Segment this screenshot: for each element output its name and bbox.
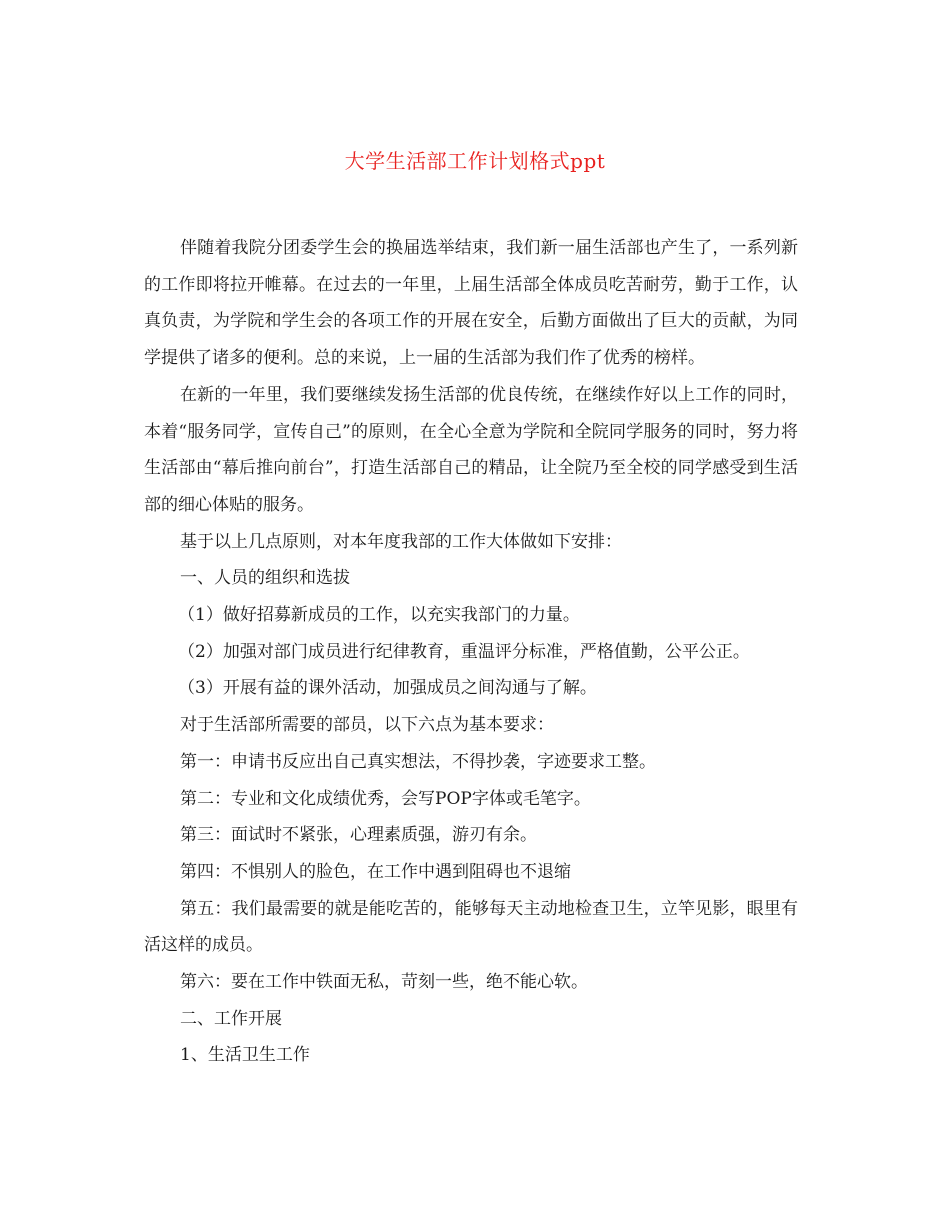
document-body [144,230,798,1074]
paragraph-principles: 基于以上几点原则，对本年度我部的工作大体做如下安排： [180,531,622,552]
subsection-heading: 1、生活卫生工作 [180,1045,310,1066]
list-item: （3）开展有益的课外活动，加强成员之间沟通与了解。 [178,678,597,699]
paragraph-intro: 伴随着我院分团委学生会的换届选举结束，我们新一届生活部也产生了，一系列新的工作即将拉开帷幕。在过去的一年里，上届生活部全体成员吃苦耐劳，勤于工作，认真负责，为学院和学生会的各项工作的开展在安全，后勤方面做出了巨大的贡献，为同学提供了诸多的便利。总的来说，上一届的生活部为我们作了优秀的榜样。 [144,238,798,369]
list-item: （1）做好招募新成员的工作，以充实我部门的力量。 [178,605,580,626]
document-title: 大学生活部工作计划格式ppt [344,149,606,173]
requirement-item: 第四：不惧别人的脸色，在工作中遇到阻碍也不退缩 [180,861,571,882]
requirement-item: 第三：面试时不紧张，心理素质强，游刃有余。 [180,825,537,846]
requirement-item: 第六：要在工作中铁面无私，苛刻一些，绝不能心软。 [180,972,588,993]
section-heading-2: 二、工作开展 [180,1008,282,1029]
requirement-item: 第一：申请书反应出自己真实想法，不得抄袭，字迹要求工整。 [180,751,656,772]
list-item: （2）加强对部门成员进行纪律教育，重温评分标准，严格值勤，公平公正。 [178,641,750,662]
paragraph-new-year: 在新的一年里，我们要继续发扬生活部的优良传统，在继续作好以上工作的同时，本着“服务同学，宣传自己”的原则，在全心全意为学院和全院同学服务的同时，努力将生活部由“幕后推向前台”，打造生活部自己的精品，让全院乃至全校的同学感受到生活部的细心体贴的服务。 [144,384,798,515]
section-heading-1: 一、人员的组织和选拔 [180,568,350,589]
paragraph-requirements: 对于生活部所需要的部员，以下六点为基本要求： [180,715,554,736]
requirement-item: 第五：我们最需要的就是能吃苦的，能够每天主动地检查卫生，立竿见影，眼里有活这样的成员。 [144,898,798,956]
requirement-item: 第二：专业和文化成绩优秀，会写POP字体或毛笔字。 [180,788,591,809]
